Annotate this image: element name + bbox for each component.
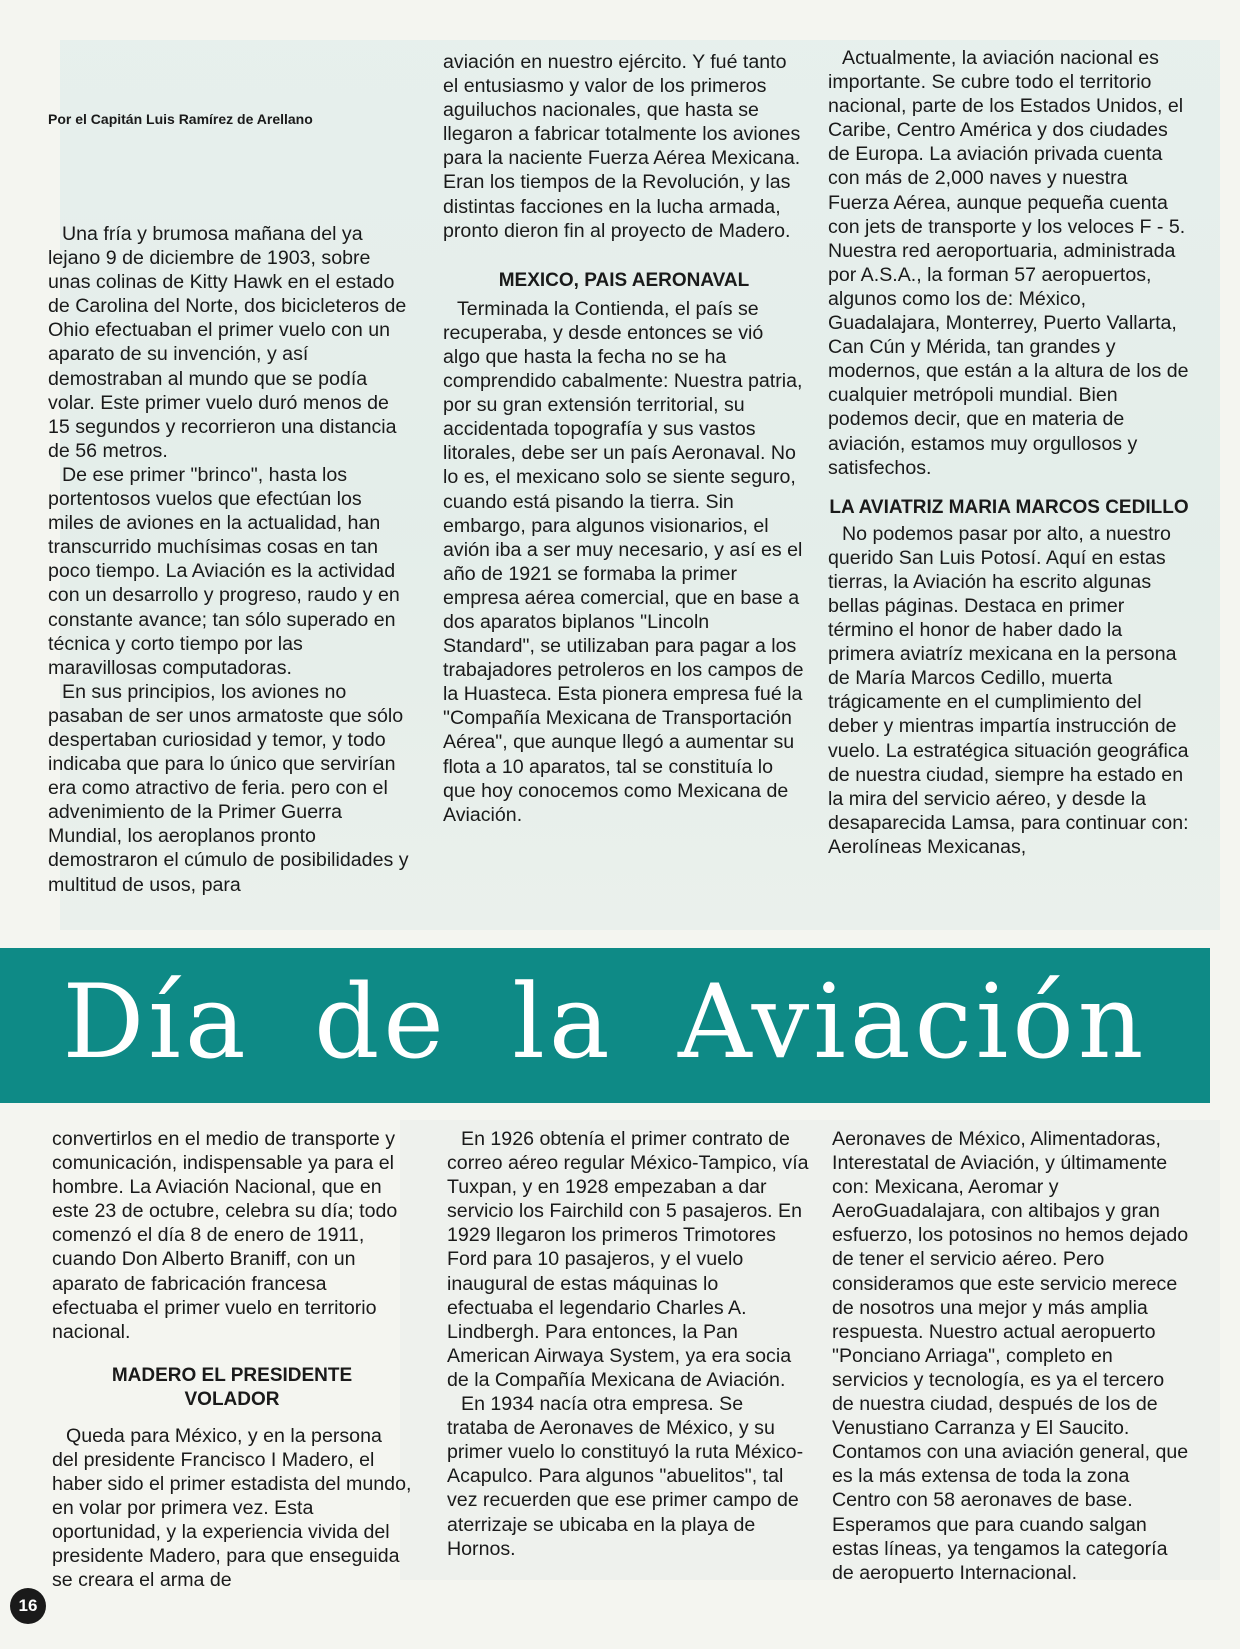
paragraph: En 1934 nacía otra empresa. Se trataba de Aeronaves de México, y su primer vuelo lo constituyó la ruta México-Acapulco. Para algunos "abuelitos", tal vez recuerden que ese primer campo de aterrizaje se ubicaba en la playa de Hornos. (447, 1393, 804, 1560)
bottom-column-3 (832, 1127, 1190, 1585)
paragraph: Terminada la Contienda, el país se recuperaba, y desde entonces se vió algo que hasta la fecha no se ha comprendido cabalmente: Nuestra patria, por su gran extensión territorial, su accidentada topografía y sus vastos litorales, debe ser un país Aeronaval. No lo es, el mexicano solo se siente seguro, cuando está pisando la tierra. Sin embargo, para algunos visionarios, el avión iba a ser muy necesario, y así es el año de 1921 se formaba la primer empresa aérea comercial, que en base a dos aparatos biplanos "Lincoln Standard", se utilizaban para pagar a los trabajadores petroleros en los campos de la Huasteca. Esta pionera empresa fué la "Compañía Mexicana de Transportación Aérea", que aunque llegó a aumentar su flota a 10 aparatos, tal se constituía lo que hoy conocemos como Mexicana de Aviación. (443, 297, 804, 826)
paragraph: De ese primer "brinco", hasta los portentosos vuelos que efectúan los miles de aviones en la actualidad, han transcurrido muchísimas cosas en tan poco tiempo. La Aviación es la actividad con un desarrollo y progreso, raudo y en constante avance; tan sólo superado en técnica y corto tiempo por las maravillosas computadoras. (48, 463, 400, 679)
paragraph: Una fría y brumosa mañana del ya lejano 9 de diciembre de 1903, sobre unas colinas de Kitty Hawk en el estado de Carolina del Norte, dos bicicleteros de Ohio efectuaban el primer vuelo con un aparato de su invención, y así demostraban al mundo que se podía volar. Este primer vuelo duró menos de 15 segundos y recorrieron una distancia de 56 metros. (48, 223, 407, 462)
section-heading: MADERO EL PRESIDENTE VOLADOR (111, 1364, 353, 1410)
paragraph: No podemos pasar por alto, a nuestro querido San Luis Potosí. Aquí en estas tierras, la Aviación ha escrito algunas bellas páginas. Destaca en primer término el honor de haber dado la primera aviatríz mexicana en la persona de María Marcos Cedillo, muerta trágicamente en el cumplimiento del deber y mientras impartía instrucción de vuelo. La estratégica situación geográfica de nuestra ciudad, siempre ha estado en la mira del servicio aéreo, y desde la desaparecida Lamsa, para continuar con: Aerolíneas Mexicanas, (828, 522, 1189, 858)
paragraph: Actualmente, la aviación nacional es importante. Se cubre todo el territorio nacional, parte de los Estados Unidos, el Caribe, Centro América y dos ciudades de Europa. La aviación privada cuenta con más de 2,000 naves y nuestra Fuerza Aérea, aunque pequeña cuenta con jets de transporte y los veloces F - 5. Nuestra red aeroportuaria, administrada por A.S.A., la forman 57 aeropuertos, algunos como los de: México, Guadalajara, Monterrey, Puerto Vallarta, Can Cún y Mérida, tan grandes y modernos, que están a la altura de los de cualquier metrópoli mundial. Bien podemos decir, que en materia de aviación, estamos muy orgullosos y satisfechos. (828, 47, 1189, 479)
paragraph: En 1926 obtenía el primer contrato de correo aéreo regular México-Tampico, vía Tuxpan, y en 1928 empezaban a dar servicio los Fairchild con 5 pasajeros. En 1929 llegaron los primeros Trimotores Ford para 10 pasajeros, y el vuelo inaugural de estas máquinas lo efectuaba el legendario Charles A. Lindbergh. Para entonces, la Pan American Airwaya System, ya era socia de la Compañía Mexicana de Aviación. (447, 1128, 809, 1391)
page-title: Día de la Aviación (62, 963, 1148, 1082)
paragraph: Aeronaves de México, Alimentadoras, Interestatal de Aviación, y últimamente con: Mexicana, Aeromar y AeroGuadalajara, con altibajos y gran esfuerzo, los potosinos no hemos dejado de tener el servicio aéreo. Pero consideramos que este servicio merece de nosotros una mejor y más amplia respuesta. Nuestro actual aeropuerto "Ponciano Arriaga", completo en servicios y tecnología, es ya el tercero de nuestra ciudad, después de los de Venustiano Carranza y El Saucito. Contamos con una aviación general, que es la más extensa de toda la zona Centro con 58 aeronaves de base. Esperamos que para cuando salgan estas líneas, ya tengamos la categoría de aeropuerto Internacional. (832, 1128, 1189, 1584)
top-column-3 (828, 46, 1190, 859)
page-number-badge: 16 (10, 1588, 46, 1624)
paragraph: aviación en nuestro ejército. Y fué tanto el entusiasmo y valor de los primeros aguiluchos nacionales, que hasta se llegaron a fabricar totalmente los aviones para la naciente Fuerza Aérea Mexicana. Eran los tiempos de la Revolución, y las distintas facciones en la lucha armada, pronto dieron fin al proyecto de Madero. (443, 51, 801, 242)
byline: Por el Capitán Luis Ramírez de Arellano (48, 111, 313, 127)
section-heading: MEXICO, PAIS AERONAVAL (498, 269, 750, 291)
paragraph: Queda para México, y en la persona del presidente Francisco I Madero, el haber sido el primer estadista del mundo, en volar por primera vez. Esta oportunidad, y la experiencia vivida del presidente Madero, para que enseguida se creara el arma de (52, 1424, 412, 1592)
paragraph: En sus principios, los aviones no pasaban de ser unos armatoste que sólo despertaban curiosidad y temor, y todo indicaba que para lo único que servirían era como atractivo de feria. pero con el advenimiento de la Primer Guerra Mundial, los aeroplanos pronto demostraron el cúmulo de posibilidades y multitud de usos, para (48, 680, 409, 896)
paragraph: convertirlos en el medio de transporte y comunicación, indispensable ya para el hombre. La Aviación Nacional, que en este 23 de octubre, celebra su día; todo comenzó el día 8 de enero de 1911, cuando Don Alberto Braniff, con un aparato de fabricación francesa efectuaba el primer vuelo en territorio nacional. (52, 1128, 398, 1343)
bottom-column-1 (52, 1127, 412, 1593)
top-column-1 (48, 222, 410, 897)
top-column-2 (443, 50, 805, 827)
section-heading: LA AVIATRIZ MARIA MARCOS CEDILLO (829, 496, 1189, 518)
bottom-column-2 (447, 1127, 809, 1561)
